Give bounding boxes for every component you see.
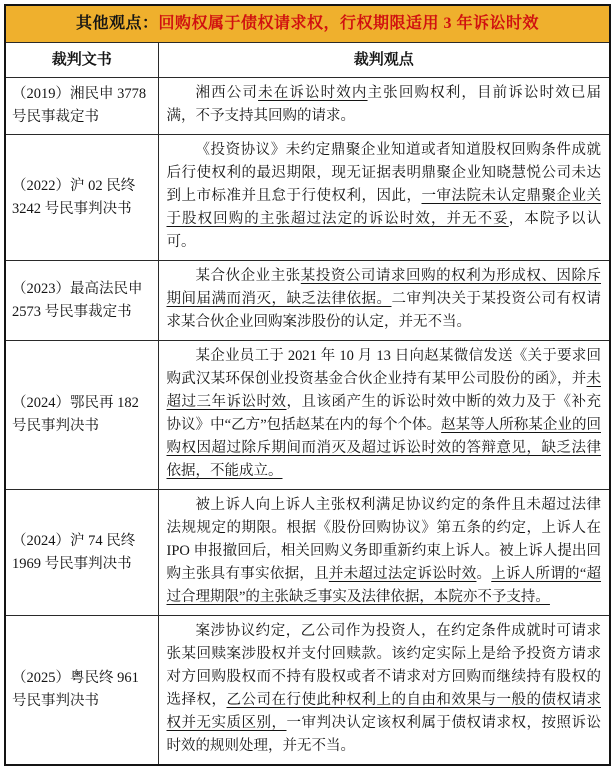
table-row bbox=[5, 261, 610, 341]
plain-text: 一审判决认定该权利属于债权请求权，按照诉讼时效的规则处理，并无不当。 bbox=[166, 715, 601, 754]
underlined-text: 一审法院未认定鼎聚企业关于股权回购的主张超过法定的诉讼时效，并无不妥 bbox=[166, 188, 601, 227]
table-row bbox=[5, 490, 610, 616]
col-header-opinion: 裁判观点 bbox=[158, 43, 610, 78]
title-highlight: 回购权属于债权请求权，行权期限适用 3 年诉讼时效 bbox=[158, 15, 540, 32]
opinion-text bbox=[167, 265, 602, 334]
table-row bbox=[5, 616, 610, 766]
plain-text: 。 bbox=[476, 566, 492, 582]
plain-text: 案涉协议约定，乙公司作为投资人，在约定条件成就时可请求张某回赎案涉股权并支付回赎款。该约定实际上是给予投资方请求对方回购股权而不持有股权或者不请求对方回购而继续持有股权的选择权， bbox=[166, 623, 601, 708]
table-body bbox=[5, 78, 610, 766]
opinion-cell bbox=[158, 261, 610, 341]
plain-text: ，且该函产生的诉讼时效中断的效力及于《补充协议》中“乙方”包括赵某在内的每个个体。 bbox=[166, 394, 601, 433]
plain-text: 某企业员工于 2021 年 10 月 13 日向赵某微信发送《关于要求回购武汉某环保创业投资基金合伙企业持有某甲公司股份的函》，并 bbox=[166, 348, 601, 387]
table-row bbox=[5, 341, 610, 490]
table-row bbox=[5, 78, 610, 135]
plain-text: 被上诉人向上诉人主张权利满足协议约定的条件且未超过法律法规规定的期限。根据《股份回购协议》第五条的约定，上诉人在 IPO 申报撤回后，相关回购义务即重新约束上诉人。被上诉人提出回购主张具有事实依据，且 bbox=[166, 497, 601, 582]
opinion-text bbox=[167, 139, 602, 254]
doc-cell: （2019）湘民申 3778 号民事裁定书 bbox=[5, 78, 158, 135]
column-header-row bbox=[5, 43, 610, 78]
opinion-text bbox=[167, 82, 602, 128]
doc-cell: （2023）最高法民申 2573 号民事裁定书 bbox=[5, 261, 158, 341]
table-row bbox=[5, 135, 610, 261]
plain-text: 《投资协议》未约定鼎聚企业知道或者知道股权回购条件成就后行使权利的最迟期限，现无证据表明鼎聚企业知晓慧悦公司未达到上市标准并且怠于行使权利，因此， bbox=[166, 142, 601, 204]
underlined-text: 未超过三年诉讼时效 bbox=[166, 371, 601, 410]
opinion-cell bbox=[158, 341, 610, 490]
opinion-text bbox=[167, 494, 602, 609]
opinions-table bbox=[4, 4, 611, 766]
plain-text: ，本院予以认可。 bbox=[166, 211, 602, 250]
doc-cell: （2025）粤民终 961 号民事判决书 bbox=[5, 616, 158, 766]
opinion-cell bbox=[158, 490, 610, 616]
opinion-cell bbox=[158, 616, 610, 766]
col-header-doc: 裁判文书 bbox=[5, 43, 158, 78]
opinion-text bbox=[167, 345, 602, 483]
doc-cell: （2024）鄂民再 182 号民事判决书 bbox=[5, 341, 158, 490]
opinion-cell bbox=[158, 78, 610, 135]
title-prefix: 其他观点： bbox=[75, 15, 159, 32]
doc-cell: （2022）沪 02 民终 3242 号民事判决书 bbox=[5, 135, 158, 261]
opinion-text bbox=[167, 620, 602, 758]
underlined-text: 并未超过法定诉讼时效 bbox=[328, 566, 477, 582]
underlined-text: 赵某等人所称某企业的回购权因超过除斥期间而消灭及超过诉讼时效的答辩意见，缺乏法律依据，不能成立。 bbox=[166, 417, 601, 479]
opinion-cell bbox=[158, 135, 610, 261]
title-row bbox=[5, 5, 610, 43]
plain-text: 湘西公司 bbox=[195, 85, 259, 101]
underlined-text: 某投资公司请求回购的权利为形成权、因除斥期间届满而消灭，缺乏法律依据。 bbox=[166, 268, 602, 307]
underlined-text: 上诉人所谓的“超过合理期限”的主张缺乏事实及法律依据，本院亦不予支持。 bbox=[166, 566, 602, 605]
table-title bbox=[5, 5, 610, 43]
doc-cell: （2024）沪 74 民终 1969 号民事判决书 bbox=[5, 490, 158, 616]
plain-text: 主张回购权利，目前诉讼时效已届满，不予支持其回购的请求。 bbox=[166, 85, 602, 124]
plain-text: 某合伙企业主张 bbox=[195, 268, 301, 284]
plain-text: 二审判决关于某投资公司有权请求某合伙企业回购案涉股份的认定，并无不当。 bbox=[166, 291, 601, 330]
underlined-text: 乙公司在行使此种权利上的自由和效果与一般的债权请求权并无实质区别， bbox=[166, 692, 601, 731]
underlined-text: 未在诉讼时效内 bbox=[258, 85, 368, 101]
